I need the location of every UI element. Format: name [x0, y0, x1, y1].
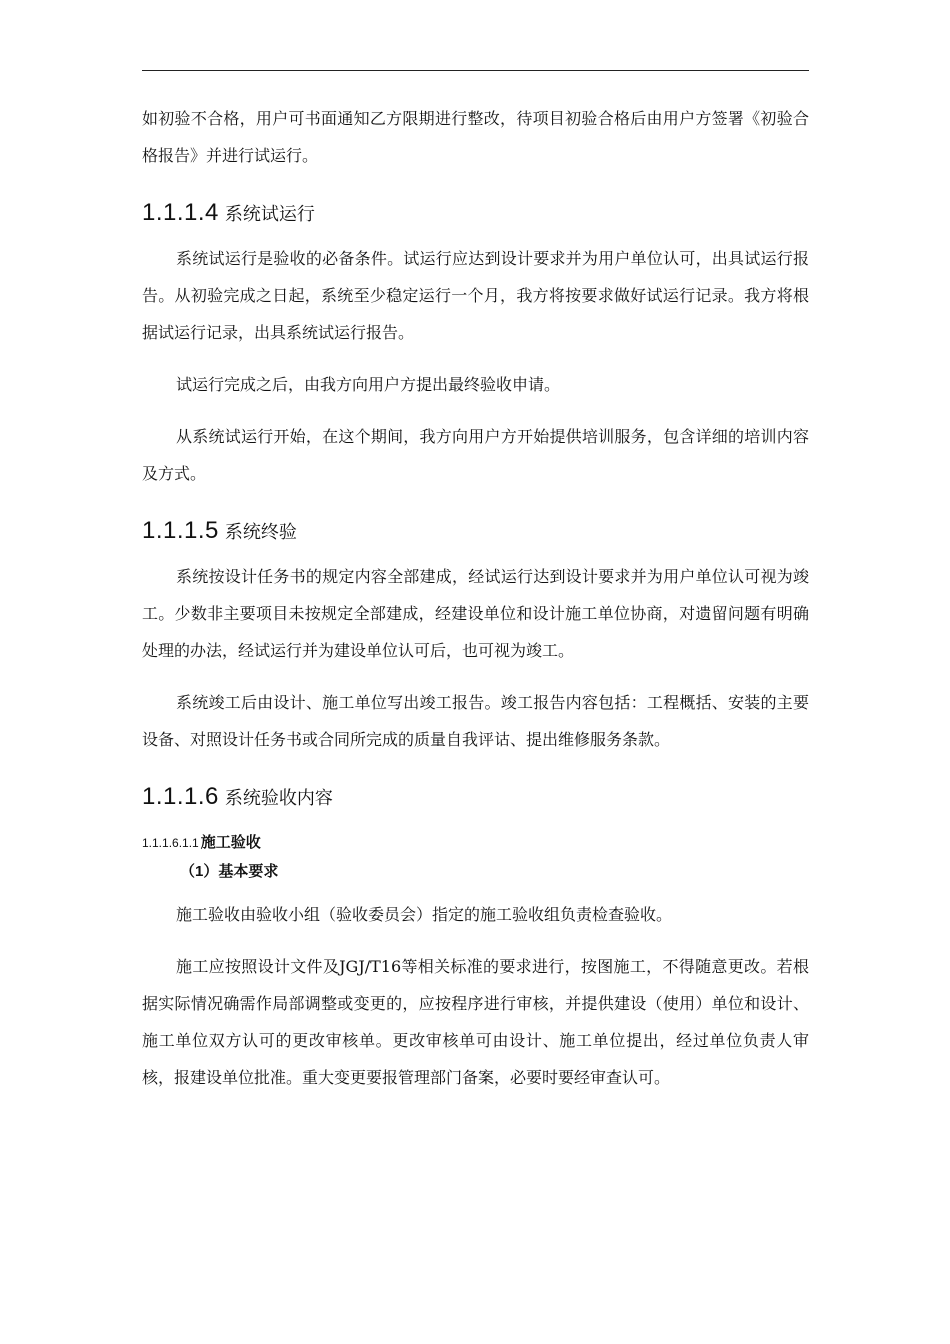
section-heading-1-1-1-6 — [142, 783, 809, 811]
subsection-heading — [142, 831, 809, 852]
section-title: 系统验收内容 — [224, 788, 333, 808]
intro-paragraph: 如初验不合格，用户可书面通知乙方限期进行整改，待项目初验合格后由用户方签署《初验合格报告》并进行试运行。 — [142, 109, 809, 165]
section-number: 1.1.1.4 — [142, 199, 219, 226]
paragraph: 从系统试运行开始，在这个期间，我方向用户方开始提供培训服务，包含详细的培训内容及方式。 — [142, 427, 809, 483]
section-number: 1.1.1.6 — [142, 783, 219, 810]
section-title: 系统终验 — [224, 522, 297, 542]
header-rule — [142, 70, 809, 71]
paragraph: 系统试运行是验收的必备条件。试运行应达到设计要求并为用户单位认可，出具试运行报告。从初验完成之日起，系统至少稳定运行一个月，我方将按要求做好试运行记录。我方将根据试运行记录，出具系统试运行报告。 — [142, 249, 809, 342]
section-title: 系统试运行 — [224, 204, 315, 224]
section-heading-1-1-1-4 — [142, 199, 809, 227]
section-number: 1.1.1.5 — [142, 517, 219, 544]
document-page — [142, 100, 809, 1096]
item-heading: （1）基本要求 — [180, 863, 279, 880]
subsection-title: 施工验收 — [200, 834, 261, 851]
paragraph: 试运行完成之后，由我方向用户方提出最终验收申请。 — [176, 375, 561, 394]
paragraph: 系统按设计任务书的规定内容全部建成，经试运行达到设计要求并为用户单位认可视为竣工。少数非主要项目未按规定全部建成，经建设单位和设计施工单位协商，对遗留问题有明确处理的办法，经试运行并为建设单位认可后，也可视为竣工。 — [142, 567, 809, 660]
paragraph: 施工应按照设计文件及JGJ/T16等相关标准的要求进行，按图施工，不得随意更改。若根据实际情况确需作局部调整或变更的，应按程序进行审核，并提供建设（使用）单位和设计、施工单位双方认可的更改审核单。更改审核单可由设计、施工单位提出，经过单位负责人审核，报建设单位批准。重大变更要报管理部门备案，必要时要经审查认可。 — [142, 957, 809, 1087]
section-heading-1-1-1-5 — [142, 517, 809, 545]
subsection-number: 1.1.1.6.1.1 — [142, 836, 199, 850]
paragraph: 系统竣工后由设计、施工单位写出竣工报告。竣工报告内容包括：工程概括、安装的主要设备、对照设计任务书或合同所完成的质量自我评诂、提出维修服务条款。 — [142, 693, 809, 749]
paragraph: 施工验收由验收小组（验收委员会）指定的施工验收组负责检查验收。 — [176, 905, 673, 924]
